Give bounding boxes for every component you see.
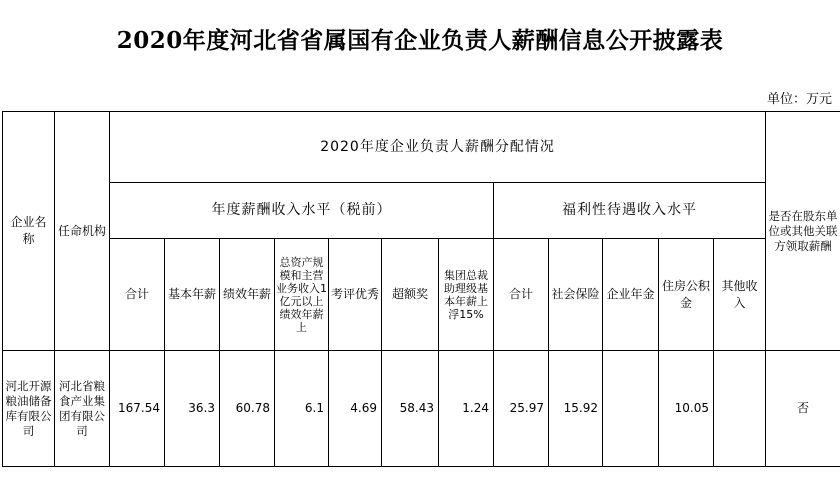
page-title: 2020年度河北省省属国有企业负责人薪酬信息公开披露表 — [116, 27, 724, 54]
header-enterprise-annuity: 企业年金 — [603, 239, 659, 351]
cell-performance-salary: 60.78 — [220, 351, 275, 467]
cell-social-insurance: 15.92 — [549, 351, 603, 467]
header-total: 合计 — [110, 239, 165, 351]
header-welfare-group: 福利性待遇收入水平 — [494, 183, 766, 239]
cell-eval-excellent: 4.69 — [329, 351, 382, 467]
header-other-income: 其他收入 — [714, 239, 766, 351]
header-welfare-total: 合计 — [494, 239, 549, 351]
header-distribution: 2020年度企业负责人薪酬分配情况 — [110, 112, 766, 183]
header-company-name: 企业名称 — [3, 112, 55, 351]
header-appointing-org: 任命机构 — [55, 112, 110, 351]
salary-disclosure-table — [2, 111, 840, 467]
cell-housing-fund: 10.05 — [659, 351, 714, 467]
header-group-assistant: 集团总裁助理级基本年薪上浮15% — [439, 239, 494, 351]
header-base-salary: 基本年薪 — [165, 239, 220, 351]
unit-label: 单位：万元 — [766, 92, 832, 107]
cell-group-assistant: 1.24 — [439, 351, 494, 467]
cell-enterprise-annuity — [603, 351, 659, 467]
header-over-bonus: 超额奖 — [382, 239, 439, 351]
header-housing-fund: 住房公积金 — [659, 239, 714, 351]
cell-over-bonus: 58.43 — [382, 351, 439, 467]
cell-welfare-total: 25.97 — [494, 351, 549, 467]
header-other-shareholder: 是否在股东单位或其他关联方领取薪酬 — [766, 112, 840, 351]
cell-total: 167.54 — [110, 351, 165, 467]
cell-scale-bonus: 6.1 — [275, 351, 329, 467]
cell-company-name: 河北开源粮油储备库有限公司 — [3, 351, 55, 467]
header-scale-bonus: 总资产规模和主营业务收入1亿元以上绩效年薪上 — [275, 239, 329, 351]
cell-appointing-org: 河北省粮食产业集团有限公司 — [55, 351, 110, 467]
header-social-insurance: 社会保险 — [549, 239, 603, 351]
table-row — [3, 351, 840, 467]
header-eval-excellent: 考评优秀 — [329, 239, 382, 351]
cell-other-shareholder: 否 — [766, 351, 840, 467]
cell-base-salary: 36.3 — [165, 351, 220, 467]
header-annual-salary-group: 年度薪酬收入水平（税前） — [110, 183, 494, 239]
header-performance-salary: 绩效年薪 — [220, 239, 275, 351]
cell-other-income — [714, 351, 766, 467]
